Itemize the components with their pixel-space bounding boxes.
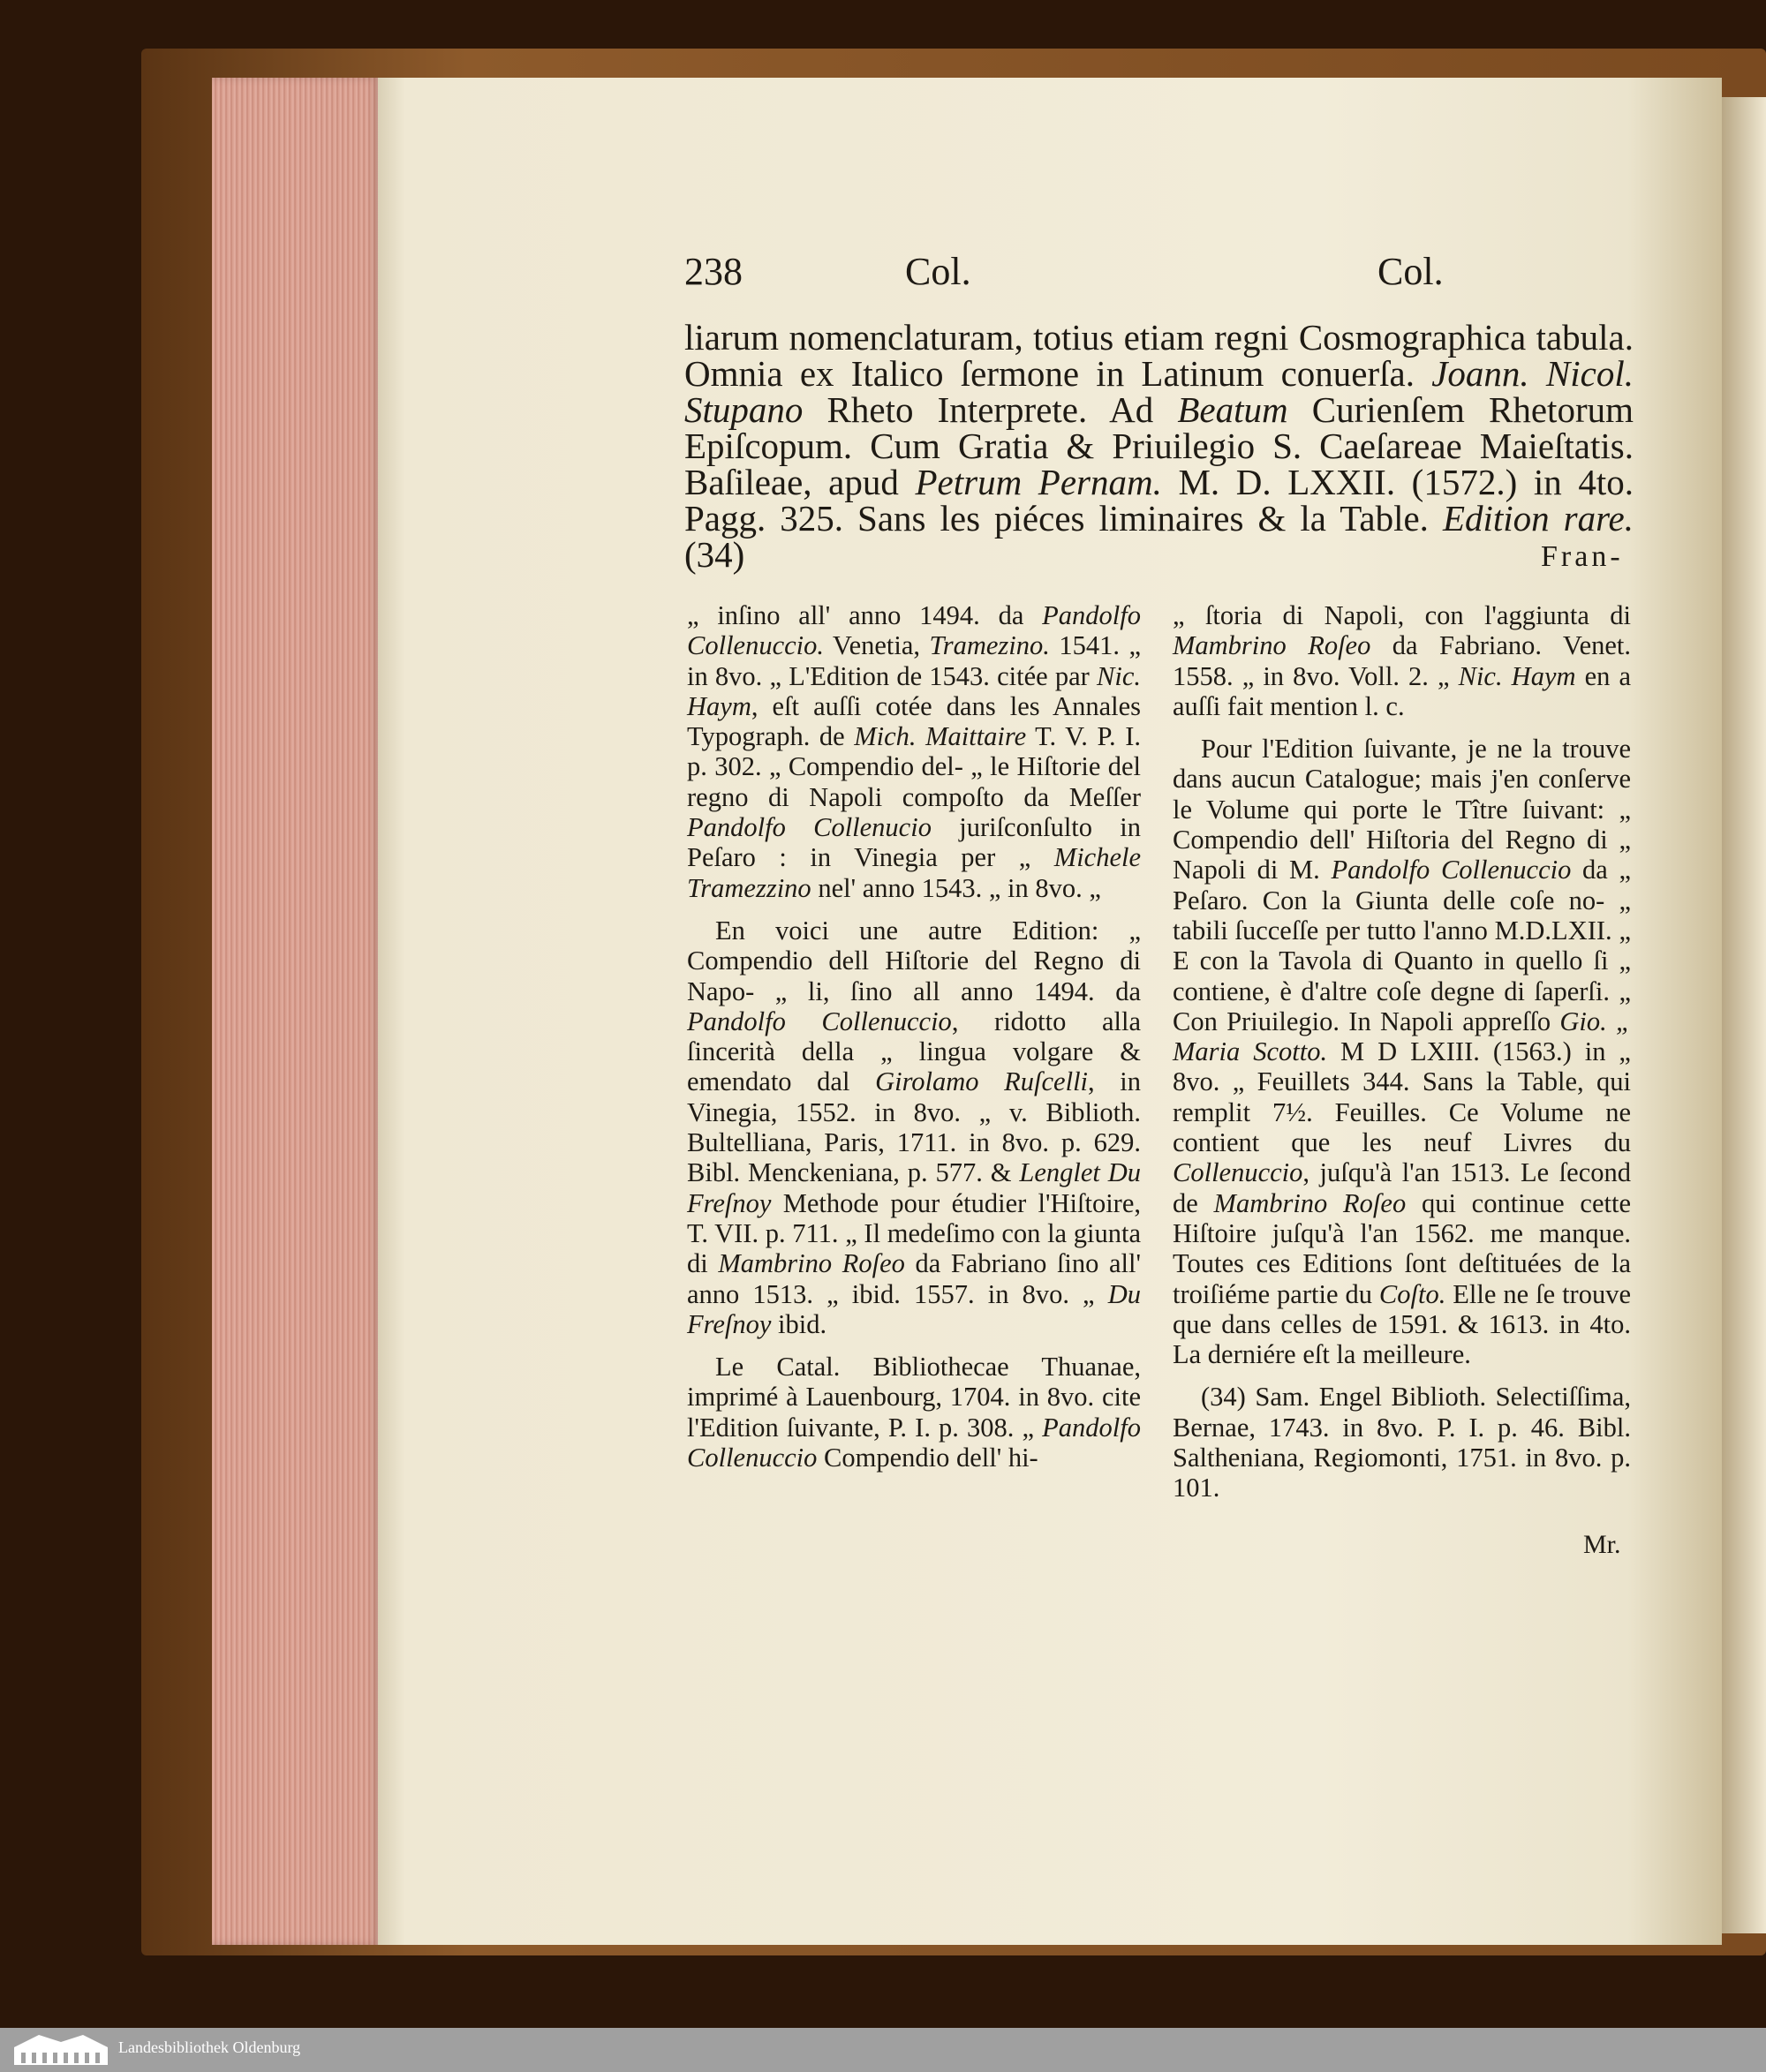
left-paragraph-1: [687, 600, 1141, 903]
footnote: (34) Sam. Engel Biblioth. Selectiſſima, Bernae, 1743. in 8vo. P. I. p. 46. Bibl. Saltheniana, Regiomonti, 1751. in 8vo. p. 101.: [1173, 1382, 1631, 1503]
library-name: Landesbibliothek Oldenburg: [118, 2038, 301, 2056]
italic-text-run: Tramezino.: [929, 630, 1050, 661]
text-run: , in Vinegia, 1552. in 8vo. „ v. Biblioth. Bultelliana, Paris, 1711. in 8vo. p. 629. Bibl. Menckeniana, p. 577. &: [687, 1066, 1141, 1188]
text-run: Pour l'Edition ſuivante, je ne la trouve dans aucun Catalogue; mais j'en conſerve le Volume qui porte le Tître ſuivant: „ Compendio dell' Hiſtoria del Regno di „ Napoli di M.: [1173, 734, 1631, 885]
italic-text-run: Pandolfo Collenuccio: [687, 1006, 952, 1036]
text-run: M. D. LXXII. (1572.) in 4to. Pagg. 325. Sans les piéces liminaires & la Table.: [684, 462, 1634, 539]
italic-text-run: Pandolfo Collenuccio.: [687, 600, 1141, 661]
library-footer-bar: [0, 2028, 1766, 2072]
text-run: juriſconſulto in Peſaro : in Vinegia per „: [687, 812, 1142, 873]
text-run: Venetia,: [824, 630, 930, 661]
running-head-right: Col.: [1377, 250, 1444, 293]
italic-text-run: Mambrino Roſeo: [1173, 630, 1371, 661]
text-run: (34): [684, 534, 745, 575]
italic-text-run: Du Freſnoy: [687, 1278, 1141, 1339]
library-building-icon: [12, 2031, 109, 2067]
text-run: ibid.: [771, 1308, 827, 1339]
text-run: „ ſtoria di Napoli, con l'aggiunta di: [1173, 600, 1631, 630]
right-paragraph-1: [1173, 600, 1631, 721]
text-run: nel' anno 1543. „ in 8vo. „: [811, 872, 1101, 903]
text-run: en a auſſi fait mention l. c.: [1173, 660, 1631, 721]
italic-text-run: Mambrino Roſeo: [1213, 1187, 1407, 1218]
italic-text-run: Collenuccio: [1173, 1157, 1303, 1188]
text-run: , juſqu'à l'an 1513. Le ſecond de: [1173, 1157, 1631, 1218]
italic-text-run: Nic. Haym: [687, 660, 1141, 721]
italic-text-run: Pandolfo Collenuccio: [1331, 855, 1572, 885]
text-run: Rheto Interprete. Ad: [803, 389, 1178, 430]
italic-text-run: Petrum Pernam.: [915, 462, 1162, 502]
text-run: „ inſino all' anno 1494. da: [687, 600, 1043, 630]
text-run: liarum nomenclaturam, totius etiam regni Cosmographica tabula. Omnia ex Italico ſermone in Latinum conuerſa.: [684, 317, 1634, 394]
text-run: Methode pour étudier l'Hiſtoire, T. VII. p. 711. „ Il medeſimo con la giunta di: [687, 1187, 1141, 1279]
catchword-bottom: Mr.: [1583, 1530, 1621, 1559]
right-column: [1173, 600, 1631, 1516]
text-run: da Fabriano ſino all' anno 1513. „ ibid. 1557. in 8vo. „: [687, 1248, 1141, 1309]
italic-text-run: Pandolfo Collenucio: [687, 812, 932, 843]
page-number: 238: [684, 250, 743, 293]
catchword-top: Fran-: [1541, 540, 1624, 573]
text-run: , ridotto alla ſincerità della „ lingua volgare & emendato dal: [687, 1006, 1141, 1097]
text-run: 1541. „ in 8vo. „ L'Edition de 1543. citée par: [687, 630, 1141, 691]
italic-text-run: Michele Tramezzino: [687, 842, 1141, 903]
next-page-edge: [1722, 97, 1766, 1933]
italic-text-run: Edition rare.: [1442, 498, 1634, 539]
text-run: M D LXIII. (1563.) in „ 8vo. „ Feuillets 344. Sans la Table, qui remplit 7½. Feuilles. Ce Volume ne contient que les neuf Livres du: [1173, 1036, 1631, 1158]
italic-text-run: Lenglet Du Freſnoy: [687, 1157, 1142, 1218]
text-run: En voici une autre Edition: „ Compendio dell Hiſtorie del Regno di Napo- „ li, ſino all anno 1494. da: [687, 915, 1141, 1006]
italic-text-run: Nic. Haym: [1458, 660, 1576, 691]
running-head-left: Col.: [905, 250, 971, 293]
text-run: Curienſem Rhetorum Epiſcopum. Cum Gratia & Priuilegio S. Caeſareae Maieſtatis. Baſileae, apud: [684, 389, 1634, 502]
italic-text-run: Girolamo Ruſcelli: [875, 1066, 1089, 1097]
italic-text-run: Mich. Maittaire: [854, 721, 1027, 752]
right-paragraph-2: [1173, 734, 1631, 1369]
italic-text-run: Coſto.: [1378, 1278, 1446, 1309]
left-paragraph-3: [687, 1352, 1141, 1473]
text-run: Le Catal. Bibliothecae Thuanae, imprimé à Lauenbourg, 1704. in 8vo. cite l'Edition ſuivante, P. I. p. 308. „: [687, 1352, 1141, 1443]
text-run: da „ Peſaro. Con la Giunta delle coſe no- „ tabili ſucceſſe per tutto l'anno M.D.LXII. „ E con la Tavola di Quanto in quello ſi „ contiene, è d'altre coſe degne di ſaperſi. „ Con Priuilegio. In Napoli appreſſo: [1173, 855, 1631, 1036]
text-run: qui continue cette Hiſtoire juſqu'à l'an 1562. me manque. Toutes ces Editions ſont deſtituées de la troiſiéme partie du: [1173, 1187, 1631, 1309]
left-column: [687, 600, 1141, 1485]
left-paragraph-2: [687, 915, 1141, 1339]
italic-text-run: Pandolfo Collenuccio: [687, 1412, 1141, 1473]
italic-text-run: Mambrino Roſeo: [718, 1248, 905, 1279]
italic-text-run: Beatum: [1177, 389, 1288, 430]
text-run: , eſt auſſi cotée dans les Annales Typograph. de: [687, 690, 1141, 752]
text-run: T. V. P. I. p. 302. „ Compendio del- „ le Hiſtorie del regno di Napoli compoſto da Meſſer: [687, 721, 1142, 812]
text-run: da Fabriano. Venet. 1558. „ in 8vo. Voll. 2. „: [1173, 630, 1631, 691]
top-paragraph: [684, 317, 1634, 575]
italic-text-run: Joann. Nicol. Stupano: [684, 353, 1634, 430]
italic-text-run: Gio. „ Maria Scotto.: [1173, 1006, 1631, 1067]
text-run: Compendio dell' hi-: [817, 1443, 1038, 1473]
page-header: [684, 249, 1638, 302]
page-edges: [212, 78, 380, 1945]
text-run: Elle ne ſe trouve que dans celles de 1591. & 1613. in 4to. La derniére eſt la meilleure.: [1173, 1278, 1631, 1370]
